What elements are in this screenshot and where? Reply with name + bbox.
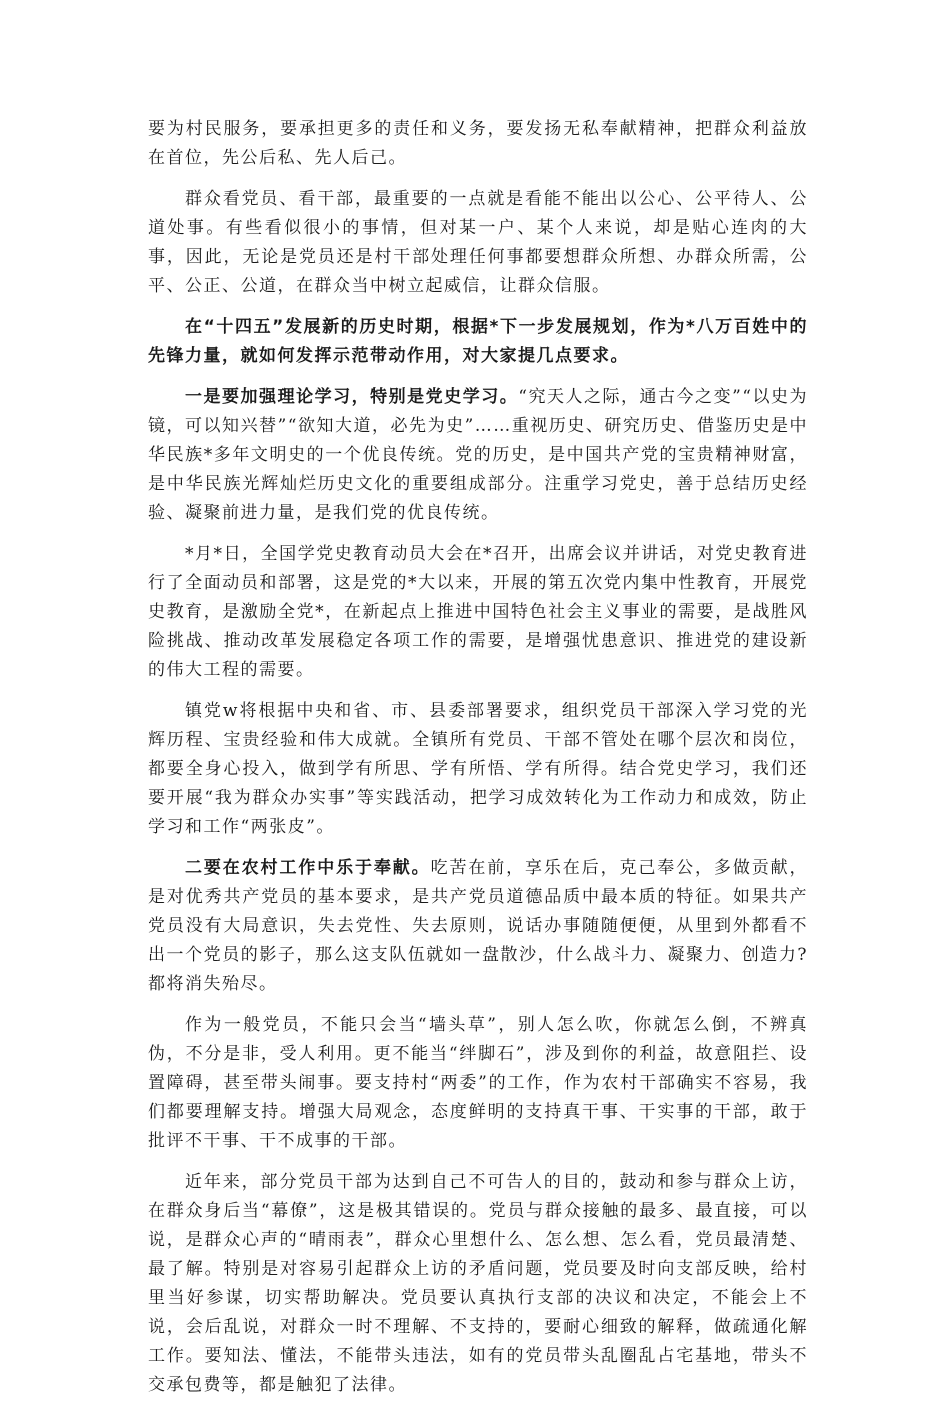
paragraph-mobilization-meeting — [148, 540, 808, 685]
paragraph-text: 镇党w将根据中央和省、市、县委部署要求，组织党员干部深入学习党的光辉历程、宝贵经验和伟大成就。全镇所有党员、干部不管处在哪个层次和岗位，都要全身心投入，做到学有所思、学有所悟、学有所得。结合党史学习，我们还要开展“我为群众办实事”等实践活动，把学习成效转化为工作动力和成效，防止学习和工作“两张皮”。 — [148, 701, 808, 837]
paragraph-continued — [148, 115, 808, 173]
paragraph-text: 近年来，部分党员干部为达到自己不可告人的目的，鼓动和参与群众上访，在群众身后当“幕僚”，这是极其错误的。党员与群众接触的最多、最直接，可以说，是群众心声的“晴雨表”，群众心里想什么、怎么想、怎么看，党员最清楚、最了解。特别是对容易引起群众上访的矛盾问题，党员要及时向支部反映，给村里当好参谋，切实帮助解决。党员要认真执行支部的决议和决定，不能会上不说，会后乱说，对群众一时不理解、不支持的，要耐心细致的解释，做疏通化解工作。要知法、懂法，不能带头违法，如有的党员带头乱圈乱占宅基地，带头不交承包费等，都是触犯了法律。 — [148, 1172, 808, 1395]
paragraph-text: 要为村民服务，要承担更多的责任和义务，要发扬无私奉献精神，把群众利益放在首位，先公后私、先人后己。 — [148, 119, 808, 168]
paragraph-text: *月*日，全国学党史教育动员大会在*召开，出席会议并讲话，对党史教育进行了全面动员和部署，这是党的*大以来，开展的第五次党内集中性教育，开展党史教育，是激励全党*，在新起点上推进中国特色社会主义事业的需要，是战胜风险挑战、推动改革发展稳定各项工作的需要，是增强忧患意识、推进党的建设新的伟大工程的需要。 — [148, 544, 808, 680]
paragraph-text: 在“十四五”发展新的历史时期，根据*下一步发展规划，作为*八万百姓中的先锋力量，就如何发挥示范带动作用，对大家提几点要求。 — [148, 317, 808, 366]
paragraph-ordinary-members — [148, 1011, 808, 1156]
paragraph-lead: 二要在农村工作中乐于奉献。 — [185, 858, 431, 878]
paragraph-town-study — [148, 697, 808, 842]
paragraph-text: 吃苦在前，享乐在后，克己奉公，多做贡献，是对优秀共产党员的基本要求，是共产党员道德品质中最本质的特征。如果共产党员没有大局意识，失去党性、失去原则，说话办事随随便便，从里到外都看不出一个党员的影子，那么这支队伍就如一盘散沙，什么战斗力、凝聚力、创造力?都将消失殆尽。 — [148, 858, 808, 994]
paragraph-point-one — [148, 383, 808, 528]
paragraph-lead: 一是要加强理论学习，特别是党史学习。 — [185, 387, 519, 407]
paragraph-public-fairness — [148, 185, 808, 301]
paragraph-petition-issues — [148, 1168, 808, 1400]
paragraph-text: 群众看党员、看干部，最重要的一点就是看能不能出以公心、公平待人、公道处事。有些看似很小的事情，但对某一户、某个人来说，却是贴心连肉的大事，因此，无论是党员还是村干部处理任何事都要想群众所想、办群众所需，公平、公正、公道，在群众当中树立起威信，让群众信服。 — [148, 189, 808, 296]
document-body — [148, 115, 808, 1412]
paragraph-text: 作为一般党员，不能只会当“墙头草”，别人怎么吹，你就怎么倒，不辨真伪，不分是非，受人利用。更不能当“绊脚石”，涉及到你的利益，故意阻拦、设置障碍，甚至带头闹事。要支持村“两委”的工作，作为农村干部确实不容易，我们都要理解支持。增强大局观念，态度鲜明的支持真干事、干实事的干部，敢于批评不干事、干不成事的干部。 — [148, 1015, 808, 1151]
paragraph-text: “究天人之际，通古今之变”“以史为镜，可以知兴替”“欲知大道，必先为史”……重视历史、研究历史、借鉴历史是中华民族*多年文明史的一个优良传统。党的历史，是中国共产党的宝贵精神财富，是中华民族光辉灿烂历史文化的重要组成部分。注重学习党史，善于总结历史经验、凝聚前进力量，是我们党的优良传统。 — [148, 387, 808, 523]
paragraph-requirements-intro — [148, 313, 808, 371]
paragraph-point-two — [148, 854, 808, 999]
